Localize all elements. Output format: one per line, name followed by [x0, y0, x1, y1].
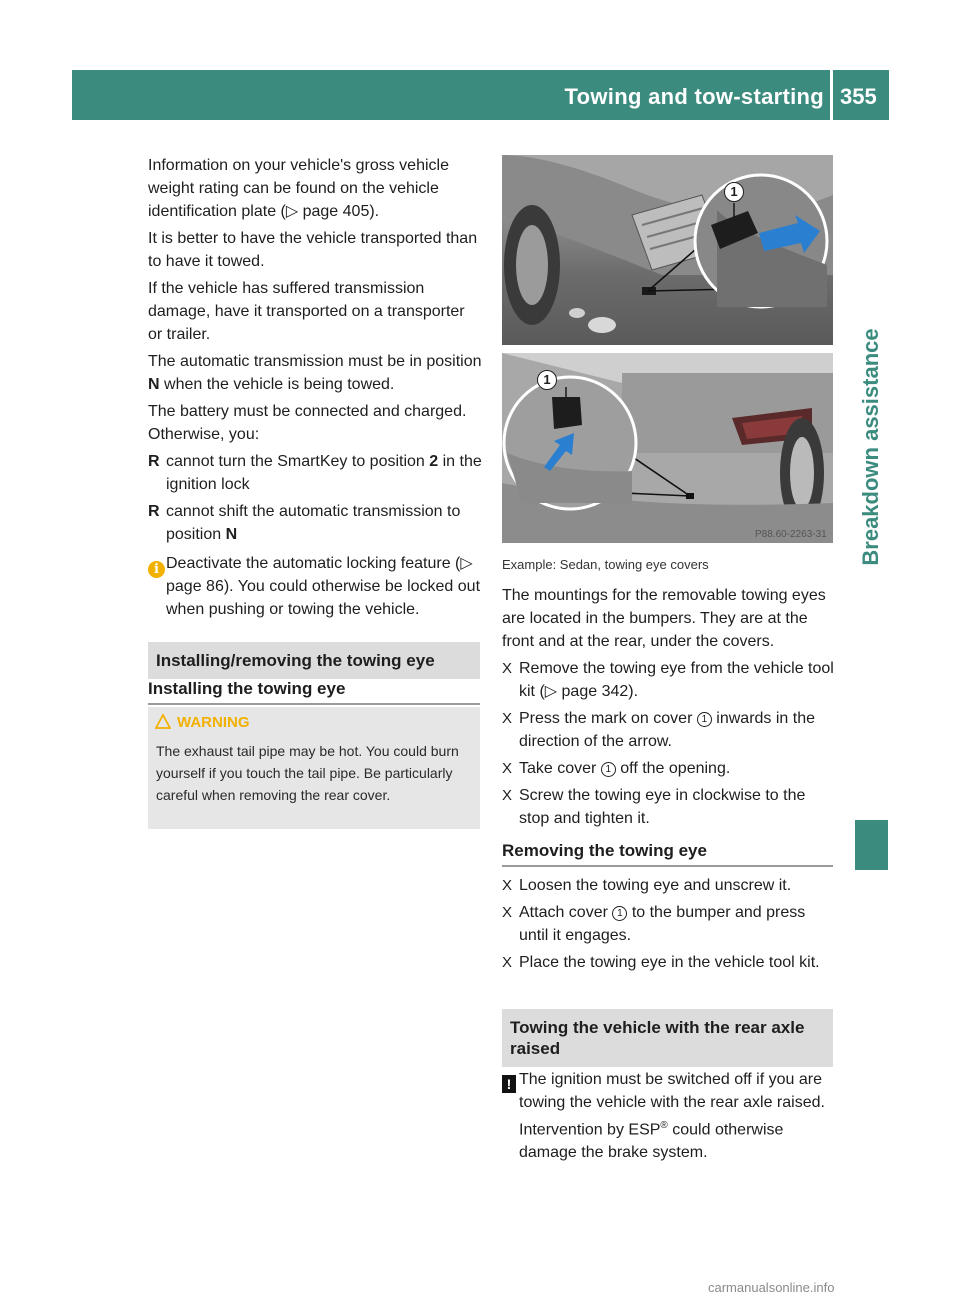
step-item: X Take cover 1 off the opening. [502, 757, 836, 780]
paragraph: Information on your vehicle's gross vehicle weight rating can be found on the vehicle identification plate (▷ page 405). [148, 157, 449, 220]
warning-icon [155, 714, 171, 729]
callout-ref: 1 [601, 762, 616, 777]
paragraph: The battery must be connected and charged. Otherwise, you: [148, 403, 467, 443]
info-icon: i [148, 561, 165, 578]
bullet-icon: R [148, 503, 160, 520]
front-bumper-image [502, 155, 833, 345]
step-item: X Remove the towing eye from the vehicle tool kit (▷ page 342). [502, 657, 836, 703]
image-code: P88.60-2263-31 [755, 529, 827, 540]
right-column [502, 553, 836, 834]
paragraph: The mountings for the removable towing eyes are located in the bumpers. They are at the front and at the rear, under the covers. [502, 587, 826, 650]
paragraph: The automatic transmission must be in position N when the vehicle is being towed. [148, 353, 482, 393]
figure-caption: Example: Sedan, towing eye covers [502, 557, 709, 572]
callout-ref: 1 [697, 712, 712, 727]
paragraph: If the vehicle has suffered transmission damage, have it transported on a transporter or trailer. [148, 280, 465, 343]
step-icon: X [502, 954, 513, 971]
warning-text: The exhaust tail pipe may be hot. You could burn yourself if you touch the tail pipe. Be particularly careful when removing the rear cover. [156, 743, 459, 803]
caution-note: ! The ignition must be switched off if you are towing the vehicle with the rear axle raised. Intervention by ESP® could otherwise damage the brake system. [502, 1068, 836, 1168]
step-icon: X [502, 710, 513, 727]
step-item: X Place the towing eye in the vehicle tool kit. [502, 951, 836, 974]
section-heading: Installing/removing the towing eye [148, 642, 480, 679]
callout-ref: 1 [612, 906, 627, 921]
step-item: X Loosen the towing eye and unscrew it. [502, 874, 836, 897]
step-icon: X [502, 760, 513, 777]
callout-badge: 1 [537, 370, 557, 390]
bullet-icon: R [148, 453, 160, 470]
paragraph: It is better to have the vehicle transported than to have it towed. [148, 230, 478, 270]
step-icon: X [502, 660, 513, 677]
section-heading: Towing the vehicle with the rear axle raised [502, 1009, 833, 1067]
step-item: X Attach cover 1 to the bumper and press until it engages. [502, 901, 836, 947]
step-icon: X [502, 904, 513, 921]
exclamation-icon: ! [502, 1075, 516, 1093]
step-item: X Screw the towing eye in clockwise to the stop and tighten it. [502, 784, 836, 830]
list-item: R cannot turn the SmartKey to position 2 in the ignition lock [148, 450, 482, 496]
left-column [148, 154, 482, 625]
step-icon: X [502, 877, 513, 894]
page-title: Towing and tow-starting [564, 84, 824, 109]
subheading: Installing the towing eye [148, 679, 480, 705]
step-icon: X [502, 787, 513, 804]
page-number: 355 [840, 84, 877, 109]
warning-title: WARNING [155, 714, 250, 731]
right-column-steps [502, 874, 836, 978]
header-divider [830, 70, 833, 120]
info-note: i Deactivate the automatic locking feature (▷ page 86). You could otherwise be locked out when pushing or towing the vehicle. [148, 552, 482, 621]
callout-badge: 1 [724, 182, 744, 202]
watermark: carmanualsonline.info [708, 1280, 835, 1295]
side-tab-marker [855, 820, 888, 870]
subheading: Removing the towing eye [502, 841, 833, 867]
step-item: X Press the mark on cover 1 inwards in the direction of the arrow. [502, 707, 836, 753]
list-item: R cannot shift the automatic transmission to position N [148, 500, 482, 546]
side-tab-label: Breakdown assistance [858, 328, 883, 566]
